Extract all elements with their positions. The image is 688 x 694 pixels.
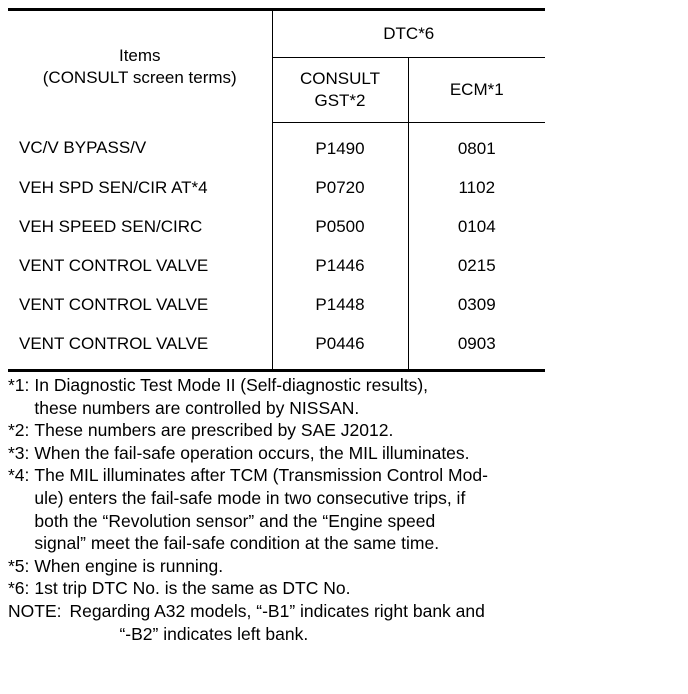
footnote-line: The MIL illuminates after TCM (Transmission Control Mod- (34, 465, 488, 486)
footnote-mark: *3: (8, 442, 30, 463)
items-header-line1: Items (118, 45, 161, 65)
consult-gst-code-cell: P1490 (272, 123, 408, 169)
item-cell: VENT CONTROL VALVE (8, 324, 272, 371)
footnote-text (69, 600, 683, 645)
footnote-line: When the fail-safe operation occurs, the MIL illuminates. (34, 442, 470, 463)
footnote-line: When engine is running. (34, 555, 224, 576)
item-cell: VEH SPD SEN/CIR AT*4 (8, 168, 272, 207)
table-header (8, 10, 545, 123)
footnote (8, 419, 683, 442)
footnote-text (34, 577, 683, 600)
ecm-column-header: ECM*1 (408, 58, 545, 123)
table-row (8, 207, 545, 246)
footnote (8, 442, 683, 465)
footnote (8, 577, 683, 600)
footnote-text (34, 374, 683, 419)
ecm-code-cell: 1102 (458, 177, 496, 197)
footnote-mark: *2: (8, 420, 30, 441)
footnote-mark: *5: (8, 555, 30, 576)
footnote (8, 600, 683, 645)
footnote-line: signal” meet the fail-safe condition at the same time. (34, 533, 440, 554)
consult-gst-code-cell: P0500 (272, 207, 408, 246)
footnote (8, 555, 683, 578)
table-row (8, 168, 545, 207)
consult-header-line2: GST*2 (314, 91, 366, 110)
item-cell: VENT CONTROL VALVE (8, 285, 272, 324)
table-row (8, 246, 545, 285)
table-row (8, 324, 545, 371)
ecm-code-cell: 0309 (457, 294, 496, 314)
footnote-line: In Diagnostic Test Mode II (Self-diagnostic results), (34, 375, 429, 395)
footnote-line: 1st trip DTC No. is the same as DTC No. (34, 578, 351, 599)
footnote-line: “-B2” indicates left bank. (119, 623, 309, 644)
ecm-code-cell: 0215 (457, 255, 496, 275)
consult-gst-code-cell: P1446 (272, 246, 408, 285)
consult-gst-column-header (272, 58, 408, 123)
footnote-text (34, 555, 683, 578)
item-cell: VENT CONTROL VALVE (8, 246, 272, 285)
dtc-table (8, 8, 545, 372)
items-header-line2: (CONSULT screen terms) (42, 67, 237, 87)
ecm-code-cell: 0104 (457, 216, 496, 236)
consult-header-line1: CONSULT (300, 69, 380, 88)
ecm-code-cell: 0903 (457, 333, 496, 353)
footnote-line: These numbers are prescribed by SAE J2012. (34, 420, 394, 441)
item-cell: VEH SPEED SEN/CIRC (8, 207, 272, 246)
footnote-line: ule) enters the fail-safe mode in two consecutive trips, if (34, 487, 466, 508)
footnote-text (34, 419, 683, 442)
items-column-header (8, 10, 272, 123)
consult-gst-code-cell: P0720 (272, 168, 408, 207)
consult-gst-code-cell: P0446 (272, 324, 408, 371)
footnote-line: both the “Revolution sensor” and the “Engine speed (34, 510, 436, 531)
item-cell: VC/V BYPASS/V (8, 123, 272, 169)
dtc-column-header: DTC*6 (272, 10, 545, 58)
footnote (8, 374, 683, 419)
footnote-line: these numbers are controlled by NISSAN. (34, 397, 360, 418)
footnote-mark: *4: (8, 465, 30, 486)
footnote (8, 464, 683, 554)
table-row (8, 285, 545, 324)
footnote-text (34, 442, 683, 465)
footnote-mark: NOTE: (8, 600, 62, 621)
table-body (8, 123, 545, 371)
footnote-mark: *6: (8, 578, 30, 599)
footnote-text (34, 464, 683, 554)
footnotes (8, 374, 683, 645)
footnote-mark: *1: (8, 375, 30, 395)
table-row (8, 123, 545, 169)
consult-gst-code-cell: P1448 (272, 285, 408, 324)
footnote-line: Regarding A32 models, “-B1” indicates right bank and (69, 600, 485, 621)
ecm-code-cell: 0801 (457, 138, 496, 158)
